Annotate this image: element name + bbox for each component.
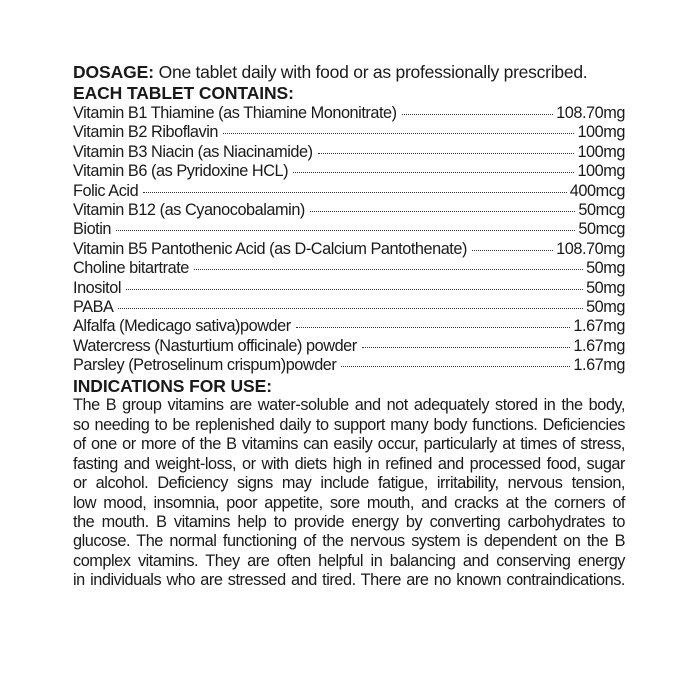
dosage-label: DOSAGE: [73, 62, 154, 82]
ingredient-amount: 108.70mg [556, 239, 625, 258]
dot-leader [296, 327, 571, 328]
paragraph-line: complex vitamins. They are often helpful in balancing and conserving energy [73, 551, 625, 570]
ingredient-amount: 100mg [577, 162, 625, 181]
dot-leader [310, 211, 575, 212]
paragraph-line: fasting and weight-loss, or with diets high in refined and processed food, sugar [73, 454, 625, 473]
dot-leader [116, 230, 575, 231]
ingredient-amount: 50mg [586, 278, 625, 297]
dot-leader [318, 153, 575, 154]
dot-leader [293, 172, 574, 173]
dot-leader [223, 133, 574, 134]
ingredient-name: Alfalfa (Medicago sativa)powder [73, 317, 291, 336]
ingredient-amount: 1.67mg [573, 336, 625, 355]
ingredient-name: PABA [73, 297, 114, 316]
dot-leader [118, 308, 583, 309]
ingredient-amount: 100mg [577, 142, 625, 161]
dosage-line [73, 62, 625, 83]
paragraph-line: low mood, insomnia, poor appetite, sore mouth, and cracks at the corners of [73, 493, 625, 512]
ingredient-name: Vitamin B1 Thiamine (as Thiamine Mononitrate) [73, 104, 397, 122]
ingredient-row [73, 220, 625, 239]
dot-leader [341, 366, 570, 367]
paragraph-line: or alcohol. Deficiency signs may include fatigue, irritability, nervous tension, [73, 474, 625, 493]
ingredient-amount: 50mcg [578, 200, 625, 219]
ingredient-amount: 108.70mg [556, 104, 625, 122]
paragraph-line: so needing to be replenished daily to support many body functions. Deficiencies [73, 415, 625, 434]
ingredient-name: Folic Acid [73, 181, 139, 200]
ingredient-amount: 50mg [586, 297, 625, 316]
paragraph-line: glucose. The normal functioning of the nervous system is dependent on the B [73, 532, 625, 551]
indications-paragraph [73, 396, 625, 590]
ingredient-amount: 100mg [577, 123, 625, 142]
ingredient-row [73, 104, 625, 123]
dot-leader [402, 114, 554, 115]
ingredient-name: Parsley (Petroselinum crispum)powder [73, 356, 337, 375]
ingredient-name: Inositol [73, 278, 121, 297]
ingredient-amount: 1.67mg [573, 317, 625, 336]
ingredient-row [73, 317, 625, 336]
ingredient-row [73, 298, 625, 317]
paragraph-line: of one or more of the B vitamins can easily occur, particularly at times of stress, [73, 435, 625, 454]
supplement-label-panel [73, 62, 625, 591]
ingredient-row [73, 259, 625, 278]
ingredient-amount: 400mcg [569, 181, 625, 200]
ingredient-amount: 50mcg [578, 220, 625, 239]
ingredient-amount: 1.67mg [573, 356, 625, 375]
ingredient-row [73, 240, 625, 259]
ingredient-list [73, 104, 625, 375]
ingredient-name: Vitamin B2 Riboflavin [73, 123, 218, 142]
paragraph-line: the mouth. B vitamins help to provide energy by converting carbohydrates to [73, 512, 625, 531]
ingredient-amount: 50mg [586, 259, 625, 278]
ingredient-name: Vitamin B3 Niacin (as Niacinamide) [73, 142, 313, 161]
paragraph-line: in individuals who are stressed and tired. There are no known contraindications. [73, 571, 625, 590]
ingredient-row [73, 123, 625, 142]
ingredient-row [73, 201, 625, 220]
ingredient-row [73, 143, 625, 162]
dot-leader [143, 192, 567, 193]
dot-leader [194, 269, 583, 270]
ingredient-name: Vitamin B6 (as Pyridoxine HCL) [73, 162, 289, 181]
dot-leader [126, 289, 583, 290]
ingredient-row [73, 279, 625, 298]
indications-heading: INDICATIONS FOR USE: [73, 376, 272, 397]
ingredient-row [73, 182, 625, 201]
dot-leader [362, 347, 571, 348]
dosage-text: One tablet daily with food or as professionally prescribed. [153, 62, 588, 82]
ingredient-name: Biotin [73, 220, 112, 239]
ingredient-name: Watercress (Nasturtium officinale) powder [73, 336, 357, 355]
ingredient-row [73, 356, 625, 375]
contents-heading: EACH TABLET CONTAINS: [73, 83, 294, 103]
ingredient-name: Choline bitartrate [73, 259, 189, 278]
ingredient-row [73, 162, 625, 181]
paragraph-line: The B group vitamins are water-soluble and not adequately stored in the body, [73, 396, 625, 415]
ingredient-name: Vitamin B5 Pantothenic Acid (as D-Calcium Pantothenate) [73, 239, 467, 258]
ingredient-name: Vitamin B12 (as Cyanocobalamin) [73, 200, 305, 219]
ingredient-row [73, 337, 625, 356]
dot-leader [472, 250, 553, 251]
